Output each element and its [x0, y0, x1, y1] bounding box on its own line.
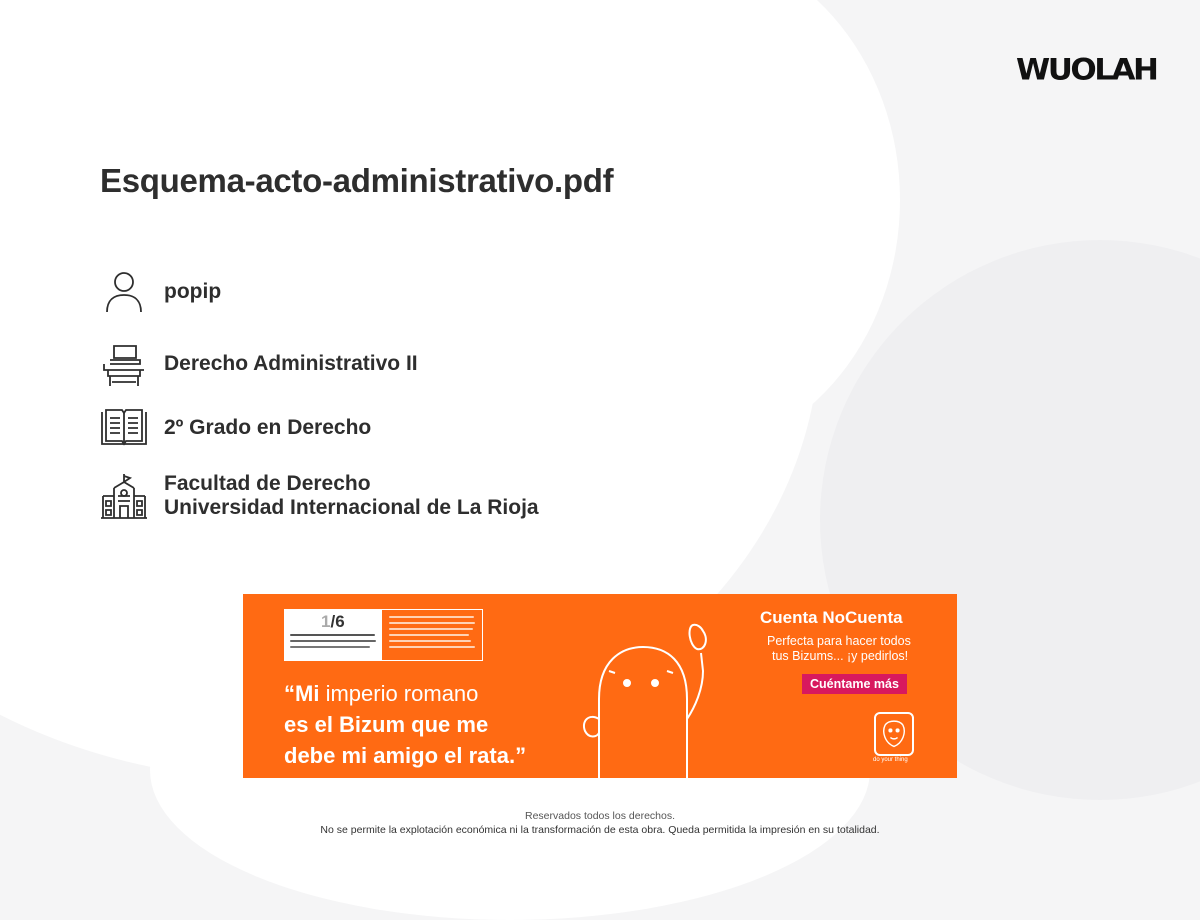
info-row-faculty	[100, 472, 539, 520]
brand-logo[interactable]: WUOLAH	[1016, 52, 1157, 88]
ad-fraction: 1/6	[321, 612, 345, 631]
faculty-info	[164, 472, 539, 520]
ad-quote: “Mi imperio romano es el Bizum que me debe mi amigo el rata.”	[284, 681, 527, 768]
document-title: Esquema-acto-administrativo.pdf	[100, 162, 614, 199]
advertisement-banner[interactable]	[243, 594, 957, 778]
ad-tagline: Perfecta para hacer todos tus Bizums... ¡y pedirlos!	[767, 634, 911, 663]
ad-bank-tag: do your thing	[873, 757, 908, 763]
user-icon	[100, 268, 148, 316]
info-row-user	[100, 268, 221, 316]
footer-rights: Reservados todos los derechos.	[525, 810, 675, 822]
bank-lion-logo	[874, 712, 914, 756]
subject-name: Derecho Administrativo II	[164, 352, 418, 375]
ad-product-name: Cuenta NoCuenta	[760, 608, 903, 627]
user-name: popip	[164, 280, 222, 303]
ad-cta-button[interactable]: Cuéntame más	[802, 674, 907, 694]
ad-info-box	[284, 609, 483, 661]
school-desk-icon	[100, 340, 148, 388]
ad-character-illustration	[563, 609, 723, 778]
university-name: Universidad Internacional de La Rioja	[164, 496, 539, 519]
faculty-name: Facultad de Derecho	[164, 472, 371, 495]
info-row-subject	[100, 340, 418, 388]
footer-legal: No se permite la explotación económica ni la transformación de esta obra. Queda permitida la impresión en su totalidad.	[320, 824, 880, 836]
ad-product-panel	[760, 608, 911, 694]
ad-info-box-left	[285, 610, 382, 660]
school-building-icon	[100, 472, 148, 520]
open-book-icon	[100, 404, 148, 452]
course-name: 2º Grado en Derecho	[164, 416, 372, 439]
info-row-course	[100, 404, 371, 452]
